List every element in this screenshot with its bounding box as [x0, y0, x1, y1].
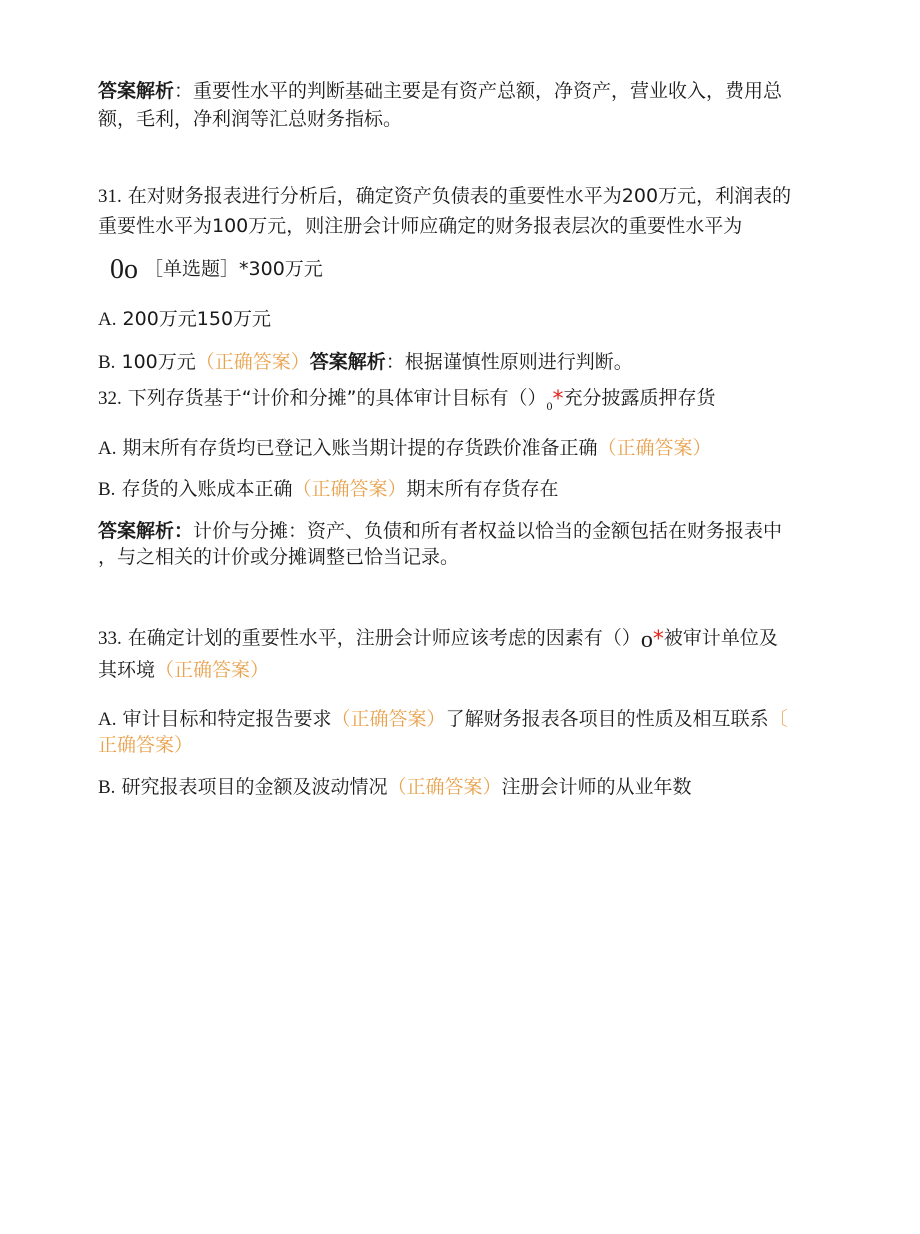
q32-option-a[interactable]	[98, 436, 712, 461]
option-text: 期末所有存货均已登记入账当期计提的存货跌价准备正确	[122, 437, 598, 459]
q31-blank-line	[110, 254, 323, 285]
required-star: *	[552, 387, 564, 412]
q32-option-b[interactable]	[98, 477, 559, 502]
question-stem: 重要性水平为100万元，则注册会计师应确定的财务报表层次的重要性水平为	[98, 215, 743, 237]
analysis-text: ，与之相关的计价或分摊调整已恰当记录。	[98, 546, 460, 568]
option-text: 200万元150万元	[122, 308, 272, 330]
analysis-label: 答案解析	[98, 80, 175, 102]
option-text: 研究报表项目的金额及波动情况	[121, 776, 388, 798]
q33-option-a-line2	[98, 733, 193, 757]
option-letter: B.	[98, 479, 116, 500]
q31-option-b[interactable]	[98, 350, 633, 375]
analysis-text: 计价与分摊：资产、负债和所有者权益以恰当的金额包括在财务报表中	[193, 520, 783, 542]
analysis-label: 答案解析：	[98, 520, 194, 542]
correct-answer-mark: 正确答案）	[98, 734, 194, 756]
q33-option-a[interactable]	[98, 707, 788, 732]
question-number: 31.	[98, 186, 122, 207]
q33-stem-line2	[98, 658, 269, 682]
q32-analysis-line2	[98, 545, 459, 569]
analysis-label: 答案解析	[309, 351, 386, 373]
required-star: *	[652, 627, 664, 652]
q30-analysis-line1	[98, 79, 782, 103]
option-tail: 期末所有存货存在	[406, 478, 559, 500]
analysis-text: 额，毛利，净利润等汇总财务指标。	[98, 108, 403, 130]
question-stem: 在对财务报表进行分析后，确定资产负债表的重要性水平为200万元，利润表的	[127, 185, 792, 207]
question-number: 33.	[98, 628, 122, 649]
q33-stem	[98, 626, 778, 652]
q31-stem-line1	[98, 184, 791, 209]
option-letter: A.	[98, 709, 117, 730]
question-stem-tail: 充分披露质押存货	[563, 387, 716, 409]
option-letter: A.	[98, 309, 117, 330]
q32-stem	[98, 386, 716, 418]
question-subscript: 0	[546, 399, 553, 413]
analysis-text: ：根据谨慎性原则进行判断。	[385, 351, 633, 373]
option-tail: 注册会计师的从业年数	[501, 776, 692, 798]
question-o-mark: o	[640, 627, 653, 653]
option-tail: 了解财务报表各项目的性质及相互联系	[445, 708, 769, 730]
question-stem: 在确定计划的重要性水平，注册会计师应该考虑的因素有（）	[127, 627, 641, 649]
question-type: ［单选题］*300万元	[144, 258, 323, 280]
q33-option-b[interactable]	[98, 775, 692, 800]
correct-answer-mark: （正确答案）	[597, 437, 712, 459]
q31-option-a[interactable]	[98, 307, 271, 332]
option-text: 存货的入账成本正确	[121, 478, 293, 500]
question-number: 32.	[98, 388, 122, 409]
option-letter: B.	[98, 777, 116, 798]
correct-answer-mark: （正确答案）	[155, 659, 270, 681]
option-letter: B.	[98, 352, 116, 373]
correct-answer-mark: （正确答案）	[292, 478, 407, 500]
option-letter: A.	[98, 438, 117, 459]
analysis-text: ：重要性水平的判断基础主要是有资产总额，净资产，营业收入，费用总	[174, 80, 783, 102]
correct-answer-mark: 〔	[768, 708, 788, 730]
option-text: 审计目标和特定报告要求	[122, 708, 332, 730]
correct-answer-mark: （正确答案）	[331, 708, 446, 730]
question-stem: 其环境	[98, 659, 156, 681]
correct-answer-mark: （正确答案）	[387, 776, 502, 798]
question-stem: 下列存货基于“计价和分摊”的具体审计目标有（）	[127, 387, 547, 409]
option-text: 100万元	[121, 351, 196, 373]
q30-analysis-line2	[98, 107, 402, 131]
q31-stem-line2	[98, 214, 742, 238]
answer-blank: 0o	[110, 254, 138, 285]
correct-answer-mark: （正确答案）	[195, 351, 310, 373]
q32-analysis-line1	[98, 519, 782, 543]
question-stem-tail: 被审计单位及	[663, 627, 778, 649]
